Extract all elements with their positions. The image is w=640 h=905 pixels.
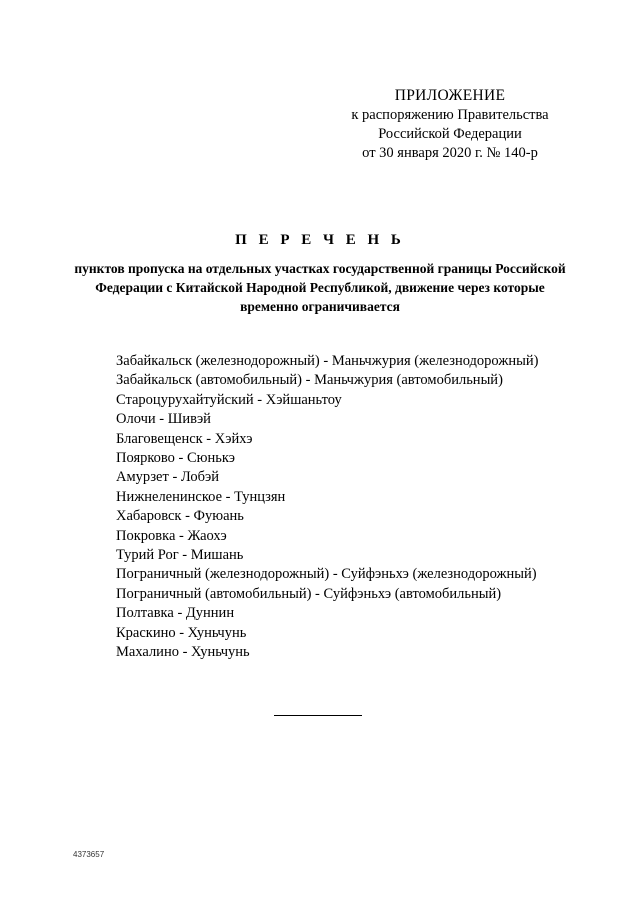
list-item: Краскино - Хуньчунь bbox=[116, 624, 247, 641]
list-item: Полтавка - Дуннин bbox=[116, 605, 235, 622]
crossings-list bbox=[116, 352, 538, 663]
list-item: Пограничный (автомобильный) - Суйфэньхэ (автомобильный) bbox=[116, 585, 502, 602]
document-heading bbox=[60, 232, 580, 316]
list-item: Староцурухайтуйский - Хэйшаньтоу bbox=[116, 391, 342, 408]
appendix-line-date-number: от 30 января 2020 г. № 140-р bbox=[362, 145, 538, 161]
list-item: Амурзет - Лобэй bbox=[116, 469, 219, 486]
appendix-line-order: к распоряжению Правительства bbox=[351, 107, 549, 123]
appendix-line-government: Российской Федерации bbox=[378, 126, 522, 142]
list-item: Забайкальск (автомобильный) - Маньчжурия (автомобильный) bbox=[116, 372, 503, 389]
appendix-title: ПРИЛОЖЕНИЕ bbox=[394, 87, 506, 104]
list-item: Нижнеленинское - Тунцзян bbox=[116, 488, 286, 505]
end-divider bbox=[274, 715, 362, 716]
list-item: Пограничный (железнодорожный) - Суйфэньхэ (железнодорожный) bbox=[116, 566, 537, 583]
list-item: Покровка - Жаохэ bbox=[116, 527, 227, 544]
list-item: Благовещенск - Хэйхэ bbox=[116, 430, 253, 447]
appendix-header bbox=[335, 86, 565, 163]
list-item: Турий Рог - Мишань bbox=[116, 547, 244, 564]
list-item: Хабаровск - Фуюань bbox=[116, 508, 244, 525]
list-item: Олочи - Шивэй bbox=[116, 411, 211, 428]
list-item: Забайкальск (железнодорожный) - Маньчжурия (железнодорожный) bbox=[116, 353, 539, 369]
list-item: Поярково - Сюнькэ bbox=[116, 450, 235, 467]
list-item: Махалино - Хуньчунь bbox=[116, 644, 250, 661]
document-number: 4373657 bbox=[73, 850, 105, 859]
document-title: П Е Р Е Ч Е Н Ь bbox=[235, 232, 405, 248]
document-subtitle: пунктов пропуска на отдельных участках государственной границы Российской Федерации с Китайской Народной Республикой, движение через которые временно ограничивается bbox=[74, 261, 566, 314]
